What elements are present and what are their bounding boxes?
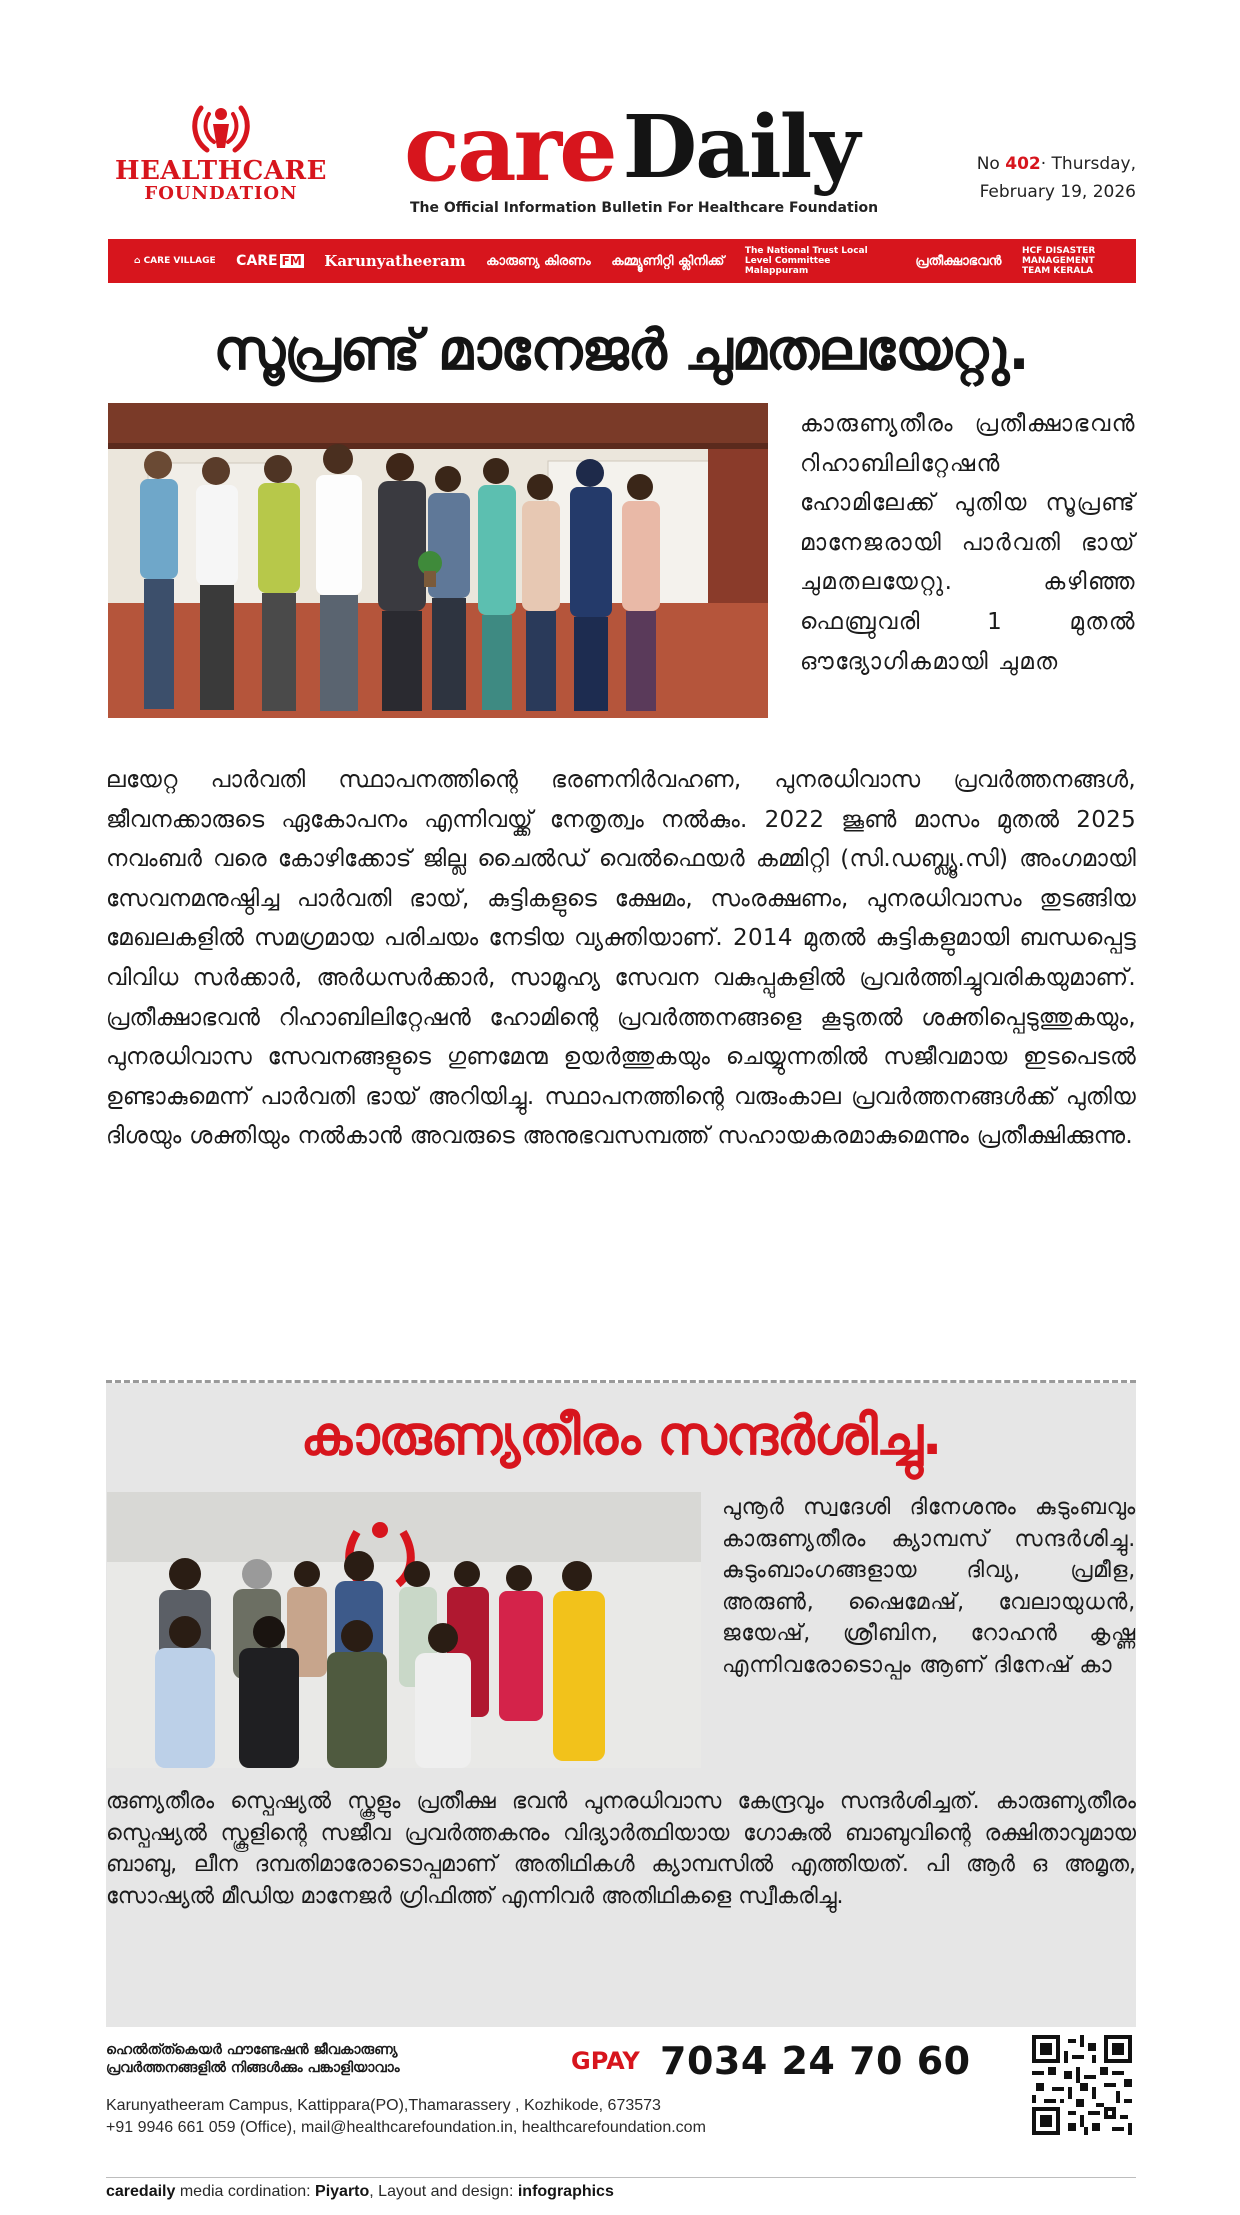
family-visit-photo-illustration — [107, 1492, 701, 1768]
donation-appeal: ഹെൽത്ത്കെയർ ഫൗണ്ടേഷൻ ജീവകാരുണ്യ പ്രവർത്തനങ്ങളിൽ നിങ്ങൾക്കും പങ്കാളിയാവാം — [106, 2042, 400, 2076]
nav-item-karunyatheeram[interactable]: Karunyatheeram — [324, 252, 466, 270]
footer — [106, 2035, 1136, 2175]
nav-item-community-clinic[interactable]: കമ്മ്യൂണിറ്റി ക്ലിനിക്ക് — [611, 253, 725, 269]
foundation-emblem-icon — [189, 100, 253, 158]
article1-group-photo — [108, 403, 768, 718]
nav-item-care-village[interactable]: ⌂ CARE VILLAGE — [134, 256, 216, 266]
contact-address — [106, 2095, 986, 2139]
issue-date: February 19, 2026 — [979, 182, 1136, 202]
contact-line[interactable]: +91 9946 661 059 (Office), mail@healthcarefoundation.in, healthcarefoundation.com — [106, 2119, 706, 2136]
care-daily-wordmark — [404, 94, 1064, 216]
gpay-label: GPAY — [571, 2047, 640, 2075]
healthcare-foundation-logo — [106, 100, 336, 204]
credit-brand: caredaily — [106, 2183, 176, 2200]
gpay-number[interactable]: 7034 24 70 60 — [660, 2039, 971, 2083]
article2-body-text: രുണ്യതീരം സ്പെഷ്യൽ സ്കൂളും പ്രതീക്ഷ ഭവൻ പുനരധിവാസ കേന്ദ്രവും സന്ദർശിച്ചത്. കാരുണ്യതീരം സ്പെഷ്യൽ സ്കൂളിന്റെ സജീവ പ്രവർത്തകനും വിദ്യാർത്ഥിയായ ഗോകുൽ ബാബുവിന്റെ രക്ഷിതാവുമായ ബാബു, ലീന ദമ്പതിമാരോടൊപ്പമാണ് അതിഥികൾ ക്യാമ്പസിൽ എത്തിയത്. പി ആർ ഒ അമൃത, സോഷ്യൽ മീഡിയ മാനേജർ ഗ്രിഫിത്ത് എന്നിവർ അതിഥികളെ സ്വീകരിച്ചു. — [106, 1789, 1136, 1910]
address-line: Karunyatheeram Campus, Kattippara(PO),Thamarassery , Kozhikode, 673573 — [106, 2097, 661, 2114]
credit-media-name: Piyarto — [315, 2183, 370, 2200]
qr-code-icon[interactable] — [1032, 2035, 1132, 2135]
article2-headline: കാരുണ്യതീരം സന്ദർശിച്ചു. — [300, 1404, 942, 1467]
issue-number: 402 — [1005, 154, 1041, 174]
nav-item-pratheeksha-bhavan[interactable]: പ്രതീക്ഷാഭവൻ — [915, 253, 1002, 269]
article2-family-photo — [107, 1492, 701, 1768]
fm-badge: FM — [281, 254, 302, 268]
brand-care: care — [404, 94, 615, 202]
article1-body-text: ലയേറ്റ പാർവതി സ്ഥാപനത്തിന്റെ ഭരണനിർവഹണ, പുനരധിവാസ പ്രവർത്തനങ്ങൾ, ജീവനക്കാരുടെ ഏകോപനം എന്നിവയ്ക്ക് നേതൃത്വം നൽകും. 2022 ജൂൺ മാസം മുതൽ 2025 നവംബർ വരെ കോഴിക്കോട് ജില്ല ചൈൽഡ് വെൽഫെയർ കമ്മിറ്റി (സി.ഡബ്ല്യൂ.സി) അംഗമായി സേവനമനുഷ്ഠിച്ച പാർവതി ഭായ്, കുട്ടികളുടെ ക്ഷേമം, സംരക്ഷണം, പുനരധിവാസം തുടങ്ങിയ മേഖലകളിൽ സമഗ്രമായ പരിചയം നേടിയ വ്യക്തിയാണ്. 2014 മുതൽ കുട്ടികളുമായി ബന്ധപ്പെട്ട വിവിധ സർക്കാർ, അർധസർക്കാർ, സാമൂഹ്യ സേവന വകുപ്പുകളിൽ പ്രവർത്തിച്ചുവരികയുമാണ്. പ്രതീക്ഷാഭവൻ റിഹാബിലിറ്റേഷൻ ഹോമിന്റെ പ്രവർത്തനങ്ങളെ കൂടുതൽ ശക്തിപ്പെടുത്തുകയും, പുനരധിവാസ സേവനങ്ങളുടെ ഗുണമേന്മ ഉയർത്തുകയും ചെയ്യുന്നതിൽ സജീവമായ ഇടപെടൽ ഉണ്ടാകുമെന്ന് പാർവതി ഭായ് അറിയിച്ചു. സ്ഥാപനത്തിന്റെ വരുംകാല പ്രവർത്തനങ്ങൾക്ക് പുതിയ ദിശയും ശക്തിയും നൽകാൻ അവരുടെ അനുഭവസമ്പത്ത് സഹായകരമാകുമെന്നും പ്രതീക്ഷിക്കുന്നു. — [106, 767, 1136, 1150]
nav-item-national-trust[interactable]: The National Trust Local Level Committee Malappuram — [744, 246, 868, 276]
issue-prefix: No — [976, 154, 1006, 174]
org-name-line2: FOUNDATION — [144, 183, 298, 204]
org-name-line1: HEALTHCARE — [115, 156, 327, 186]
issue-day: · Thursday, — [1040, 154, 1136, 174]
nav-item-karunya-kiranam[interactable]: കാരുണ്യ കിരണം — [486, 253, 591, 269]
care-village-logo-icon: ⌂ — [134, 256, 144, 266]
nav-item-care-fm[interactable]: CARE FM — [236, 253, 302, 269]
article2-side-text: പുനൂർ സ്വദേശി ദിനേശനും കുടുംബവും കാരുണ്യതീരം ക്യാമ്പസ് സന്ദർശിച്ചു. കുടുംബാംഗങ്ങളായ ദിവ്യ, പ്രമീള, അരുൺ, ഷൈമേഷ്, വേലായുധൻ, ജയേഷ്, ശ്രീബിന, റോഹൻ കൃഷ്ണ എന്നിവരോടൊപ്പം ആണ് ദിനേഷ് കാ — [722, 1495, 1136, 1678]
nav-item-hcf-disaster-team[interactable]: HCF DISASTER MANAGEMENT TEAM KERALA — [1021, 246, 1096, 276]
article1-side-text: കാരുണ്യതീരം പ്രതീക്ഷാഭവൻ റിഹാബിലിറ്റേഷൻ ഹോമിലേക്ക് പുതിയ സൂപ്രണ്ട് മാനേജരായി പാർവതി ഭായ് ചുമതലയേറ്റു. കഴിഞ്ഞ ഫെബ്രുവരി 1 മുതൽ ഔദ്യോഗികമായി ചുമത — [800, 411, 1136, 675]
credit-layout-name: infographics — [517, 2183, 614, 2200]
staff-group-photo-illustration — [108, 403, 768, 718]
partner-nav-bar — [108, 239, 1136, 283]
brand-daily: Daily — [622, 97, 859, 198]
masthead — [106, 94, 1136, 220]
credits-line: caredaily media cordination: Piyarto, Layout and design: infographics — [106, 2183, 614, 2200]
footer-rule — [106, 2177, 1136, 2178]
article1-headline: സൂപ്രണ്ട് മാനേജർ ചുമതലയേറ്റു. — [213, 318, 1029, 383]
issue-info — [977, 150, 1136, 206]
tagline: The Official Information Bulletin For Healthcare Foundation — [410, 200, 879, 216]
